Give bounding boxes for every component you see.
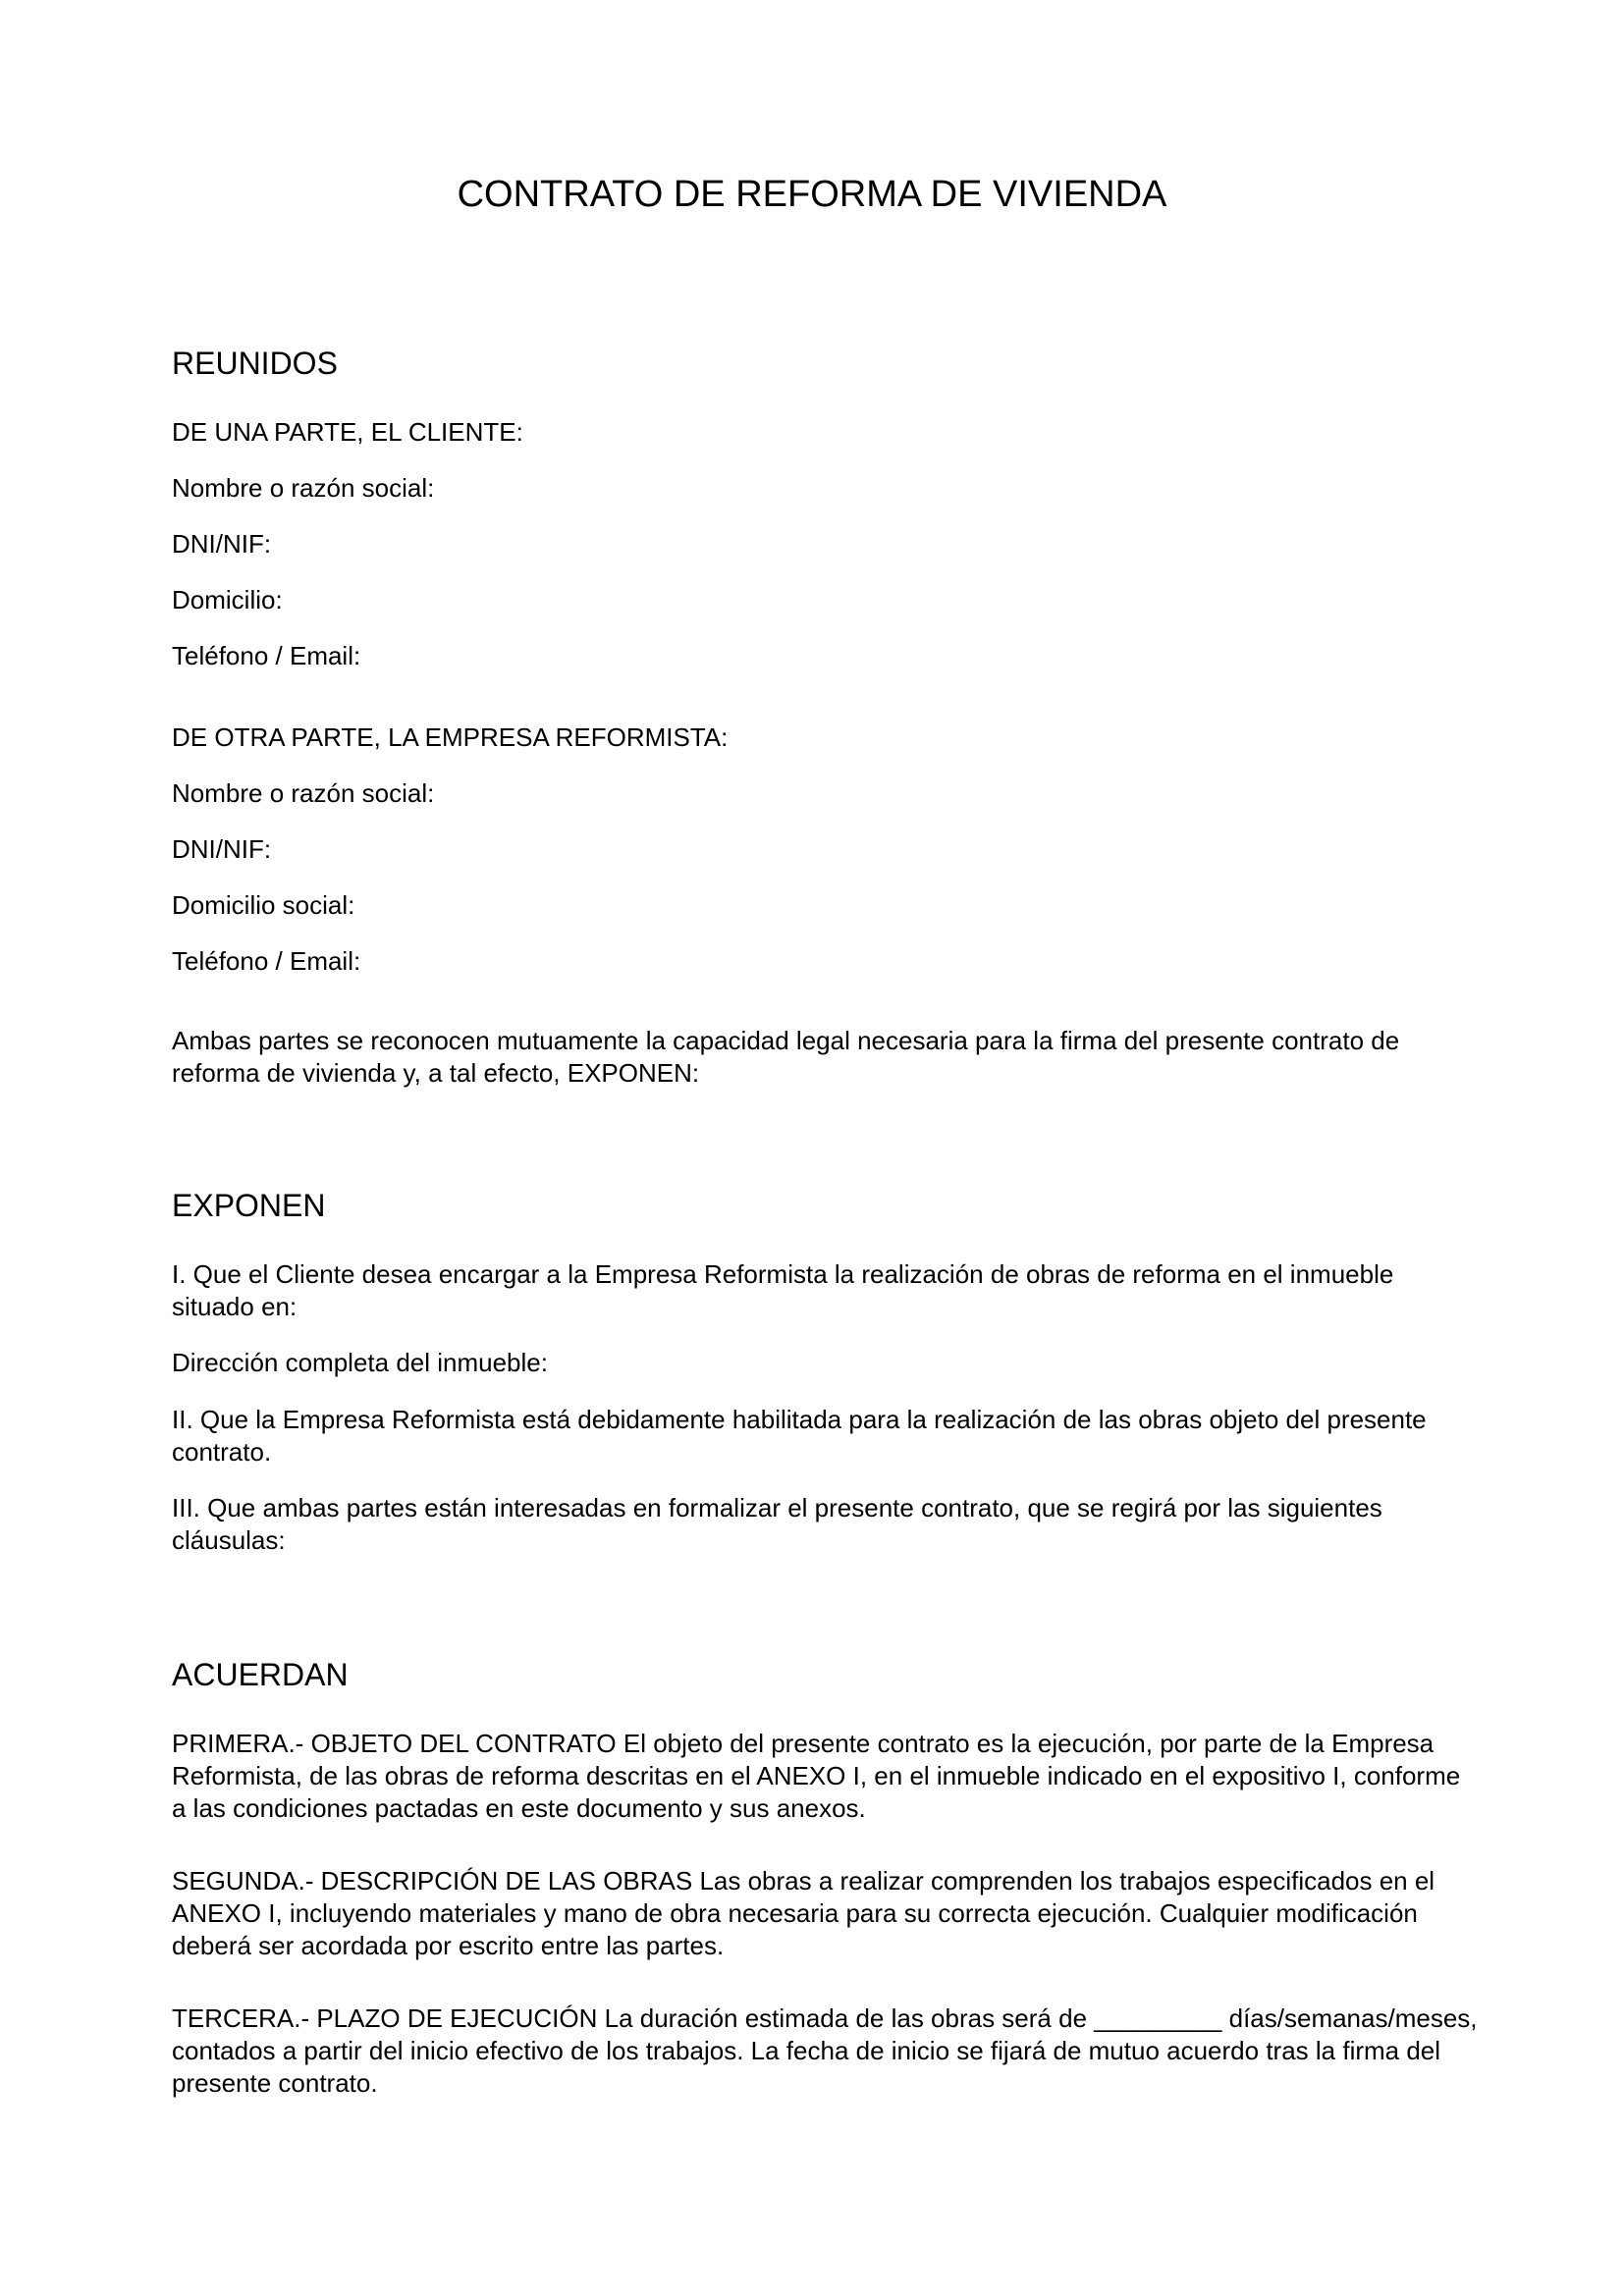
clause-tercera: TERCERA.- PLAZO DE EJECUCIÓN La duración estimada de las obras será de _________ días/semanas/meses, contados a partir del inicio efectivo de los trabajos. La fecha de inicio se fijará de mutuo acuerdo tras la firma del presente contrato. [172, 2003, 1478, 2098]
cliente-field-dni: DNI/NIF: [172, 529, 272, 559]
empresa-field-nombre: Nombre o razón social: [172, 778, 435, 808]
empresa-field-domicilio: Domicilio social: [172, 890, 355, 920]
empresa-field-telefono: Teléfono / Email: [172, 946, 361, 976]
cliente-field-nombre: Nombre o razón social: [172, 473, 435, 503]
section-heading-acuerdan: ACUERDAN [172, 1657, 349, 1692]
cliente-field-telefono: Teléfono / Email: [172, 641, 361, 670]
section-heading-reunidos: REUNIDOS [172, 346, 338, 381]
exponen-item-direccion: Dirección completa del inmueble: [172, 1348, 548, 1377]
section-heading-exponen: EXPONEN [172, 1188, 326, 1223]
clause-segunda: SEGUNDA.- DESCRIPCIÓN DE LAS OBRAS Las obras a realizar comprenden los trabajos especificados en el ANEXO I, incluyendo materiales y mano de obra necesaria para su correcta ejecución. Cualquier modificación deberá ser acordada por escrito entre las partes. [172, 1866, 1435, 1960]
cliente-label: DE UNA PARTE, EL CLIENTE: [172, 417, 523, 447]
exponen-item-3: III. Que ambas partes están interesadas en formalizar el presente contrato, que se regirá por las siguientes cláusulas: [172, 1493, 1382, 1555]
document-title: CONTRATO DE REFORMA DE VIVIENDA [457, 174, 1167, 215]
empresa-label: DE OTRA PARTE, LA EMPRESA REFORMISTA: [172, 722, 729, 752]
exponen-item-2: II. Que la Empresa Reformista está debidamente habilitada para la realización de las obras objeto del presente contrato. [172, 1405, 1427, 1467]
clause-primera: PRIMERA.- OBJETO DEL CONTRATO El objeto del presente contrato es la ejecución, por parte de la Empresa Reformista, de las obras de reforma descritas en el ANEXO I, en el inmueble indicado en el expositivo I, conforme a las condiciones pactadas en este documento y sus anexos. [172, 1729, 1461, 1823]
capacidad-paragraph: Ambas partes se reconocen mutuamente la capacidad legal necesaria para la firma del presente contrato de reforma de vivienda y, a tal efecto, EXPONEN: [172, 1026, 1400, 1088]
empresa-field-dni: DNI/NIF: [172, 834, 272, 864]
exponen-item-1: I. Que el Cliente desea encargar a la Empresa Reformista la realización de obras de reforma en el inmueble situado en: [172, 1259, 1394, 1321]
cliente-field-domicilio: Domicilio: [172, 585, 283, 614]
